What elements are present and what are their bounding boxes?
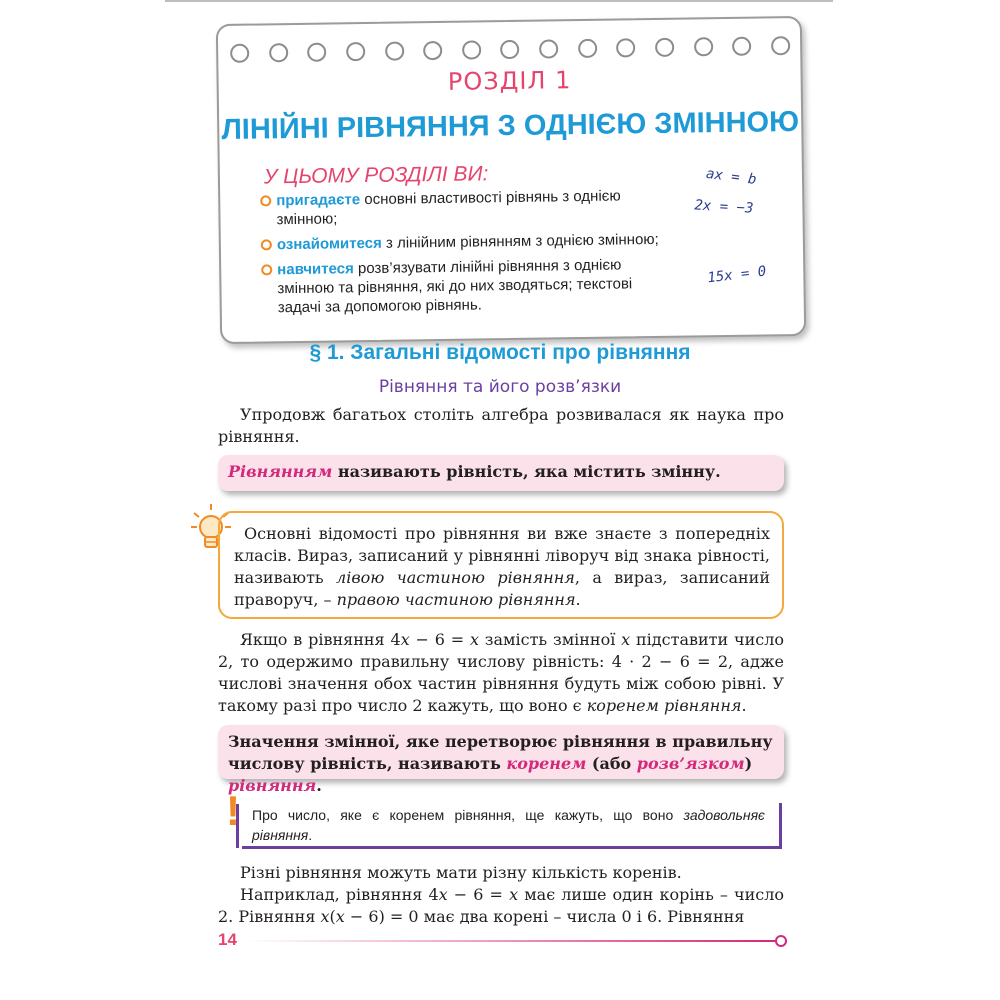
math-variable: x <box>509 885 519 904</box>
ring-hole <box>385 41 404 60</box>
term-root: коренем рівняння <box>586 696 742 715</box>
exclamation-icon: ! <box>226 787 240 834</box>
definition-text: Значення змінної, яке перетворює рівняння в правильну числову рівність, називають <box>228 732 773 773</box>
goal-keyword: пригадаєте <box>276 191 361 210</box>
circle-bullet-icon <box>260 195 271 206</box>
paragraph-roots-count: Різні рівняння можуть мати різну кількість коренів. <box>240 863 682 882</box>
paragraph-text: − 6) = 0 має два корені – числа 0 і 6. Рівняння <box>344 907 745 926</box>
info-term-left-part: лівою частиною рівняння <box>336 568 575 587</box>
paragraph-text: Якщо в рівняння 4 <box>240 630 401 649</box>
paragraph-example <box>218 629 784 717</box>
ring-hole <box>616 38 635 57</box>
definition-box-root <box>218 725 784 795</box>
note-term: задовольняє рівняння <box>252 807 765 843</box>
paragraph-text: − 6 = <box>409 630 470 649</box>
goal-keyword: ознайомитеся <box>276 234 382 254</box>
info-text: , а вираз, записаний праворуч, – <box>234 568 770 609</box>
ring-hole <box>307 43 326 62</box>
math-variable: x <box>469 630 479 649</box>
math-variable: x <box>438 885 448 904</box>
math-variable: x <box>621 630 631 649</box>
goal-item <box>260 186 670 230</box>
circle-bullet-icon <box>261 239 272 250</box>
definition-text: називають рівність, яка містить змінну. <box>332 462 721 481</box>
note-text: Про число, яке є коренем рівняння, ще кажуть, що воно <box>252 807 684 823</box>
paragraph-text: замість змінної <box>478 630 622 649</box>
definition-term: Рівнянням <box>228 462 333 481</box>
definition-text: ) <box>744 754 753 773</box>
definition-text: (або <box>586 754 637 773</box>
math-variable: x <box>335 907 345 926</box>
page-number: 14 <box>218 930 237 949</box>
info-text: . <box>575 590 581 609</box>
chapter-title: ЛІНІЙНІ РІВНЯННЯ З ОДНІЄЮ ЗМІННОЮ <box>221 105 800 147</box>
handwritten-equation: 15x = 0 <box>706 263 768 287</box>
definition-term: рівняння <box>228 776 317 795</box>
handwritten-equation: ax = b <box>705 165 758 189</box>
paragraph-text: має лише один корінь – число 2. Рівняння <box>218 885 785 926</box>
handwritten-equation: 2x = −3 <box>693 197 754 217</box>
chapter-notebook-card <box>216 16 806 344</box>
goal-text: розв’язувати лінійні рівняння з однією змінною та рівняння, які до них зводяться; текстові задачі за допомогою рівнянь. <box>277 256 633 317</box>
chapter-intro: У ЦЬОМУ РОЗДІЛІ ВИ: <box>263 162 489 189</box>
notebook-rings <box>230 36 790 63</box>
ring-hole <box>655 38 674 57</box>
ring-hole <box>771 36 790 55</box>
paragraph-intro: Упродовж багатьох століть алгебра розвивалася як наука про рівняння. <box>218 405 784 446</box>
circle-bullet-icon <box>261 264 272 275</box>
ring-hole <box>346 42 365 61</box>
definition-term: коренем <box>506 754 587 773</box>
goal-item <box>261 230 671 255</box>
paragraph-text: ( <box>329 907 336 926</box>
goal-keyword: навчитеся <box>277 260 354 279</box>
math-variable: x <box>320 907 330 926</box>
subsection-title: Рівняння та його розв’язки <box>378 377 622 397</box>
definition-term: розв’язком <box>636 754 745 773</box>
paragraph-text: Наприклад, рівняння 4 <box>240 885 439 904</box>
section-title: § 1. Загальні відомості про рівняння <box>309 341 691 364</box>
paragraph-text: підставити число 2, то одержимо правильну числову рівність: 4 · 2 − 6 = 2, адже числові значення обох частин рівняння будуть між собою рівні. У такому разі про число 2 кажуть, що воно є <box>218 630 784 715</box>
info-term-right-part: правою частиною рівняння <box>336 590 576 609</box>
top-divider <box>165 0 833 2</box>
paragraph-text: − 6 = <box>447 885 510 904</box>
note-box <box>242 803 782 849</box>
chapter-label: РОЗДІЛ 1 <box>447 66 572 96</box>
info-text: Основні відомості про рівняння ви вже знаєте з попередніх класів. Вираз, записаний у рівнянні ліворуч від знака рівності, називають <box>234 524 770 587</box>
info-box <box>218 511 784 619</box>
footer-dot-icon <box>775 935 787 947</box>
ring-hole <box>501 40 520 59</box>
ring-hole <box>423 41 442 60</box>
math-variable: x <box>400 630 410 649</box>
ring-hole <box>694 37 713 56</box>
definition-text: . <box>316 776 322 795</box>
goal-text: з лінійним рівнянням з однією змінною; <box>381 230 659 252</box>
ring-hole <box>462 40 481 59</box>
ring-hole <box>539 39 558 58</box>
ring-hole <box>732 37 751 56</box>
paragraph-examples <box>218 884 784 928</box>
goal-text: основні властивості рівнянь з однією змінною; <box>276 187 621 229</box>
ring-hole <box>578 39 597 58</box>
footer-divider <box>246 940 776 942</box>
ring-hole <box>269 43 288 62</box>
paragraph-text: . <box>741 696 747 715</box>
ring-hole <box>230 44 249 63</box>
goal-item <box>261 255 672 318</box>
definition-box-equation <box>218 455 784 491</box>
note-text: . <box>308 827 313 843</box>
chapter-goals-list <box>260 186 672 324</box>
